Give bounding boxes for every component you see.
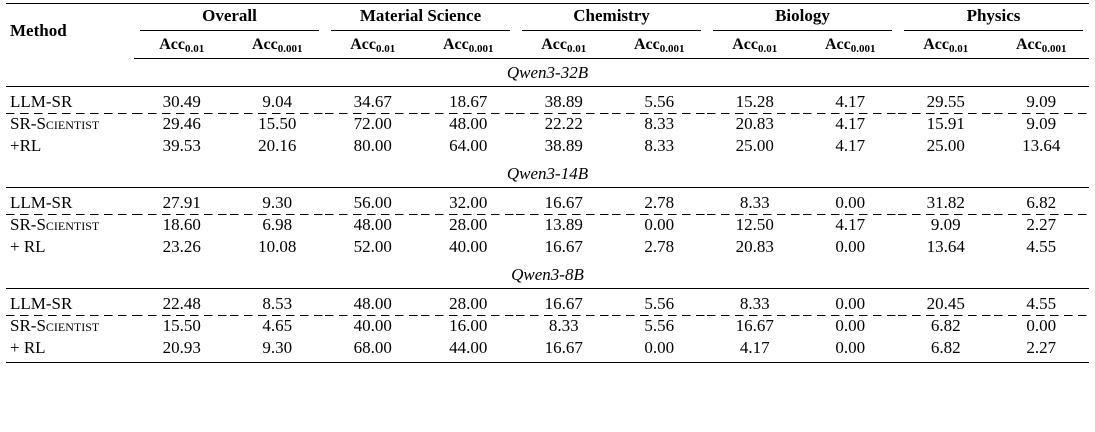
metric-base: Acc <box>824 35 851 53</box>
table-cell: 29.55 <box>926 92 965 111</box>
table-cell: 28.00 <box>421 214 517 236</box>
table-cell: 20.93 <box>134 337 230 363</box>
table-cell: 31.82 <box>926 193 965 212</box>
group-header <box>134 4 325 33</box>
metric-subscript: 0.01 <box>567 42 587 55</box>
table-cell: 4.17 <box>803 214 899 236</box>
table-row <box>6 188 1089 215</box>
table-cell: 22.48 <box>162 294 201 313</box>
table-row <box>6 135 1089 160</box>
section-header <box>6 59 1089 87</box>
table-cell: 9.09 <box>898 214 994 236</box>
table-cell: 2.78 <box>644 193 675 212</box>
metric-header <box>898 32 994 59</box>
group-header <box>707 4 898 33</box>
table-cell: 8.33 <box>612 113 708 135</box>
header-row-groups <box>6 4 1089 33</box>
table-row <box>6 236 1089 261</box>
metric-header <box>325 32 421 59</box>
method-name: SR-Scientist <box>6 315 134 337</box>
table-cell: 20.16 <box>258 136 297 155</box>
table-cell: 8.33 <box>739 193 770 212</box>
table-cell: 4.65 <box>230 315 326 337</box>
section-title: Qwen3-32B <box>6 59 1089 87</box>
table-cell: 8.33 <box>739 294 770 313</box>
method-name: LLM-SR <box>10 294 73 313</box>
table-cell: 0.00 <box>835 294 866 313</box>
table-cell: 6.82 <box>1026 193 1057 212</box>
metric-header <box>612 32 708 59</box>
table-cell: 4.17 <box>835 136 866 155</box>
table-cell: 13.89 <box>516 214 612 236</box>
metric-subscript: 0.01 <box>949 42 969 55</box>
metric-base: Acc <box>923 35 949 53</box>
table-cell: 16.00 <box>421 315 517 337</box>
section-header <box>6 160 1089 188</box>
table-cell: 20.83 <box>735 237 774 256</box>
table-cell: 16.67 <box>707 315 803 337</box>
method-name: + RL <box>10 237 46 256</box>
table-cell: 4.55 <box>1026 294 1057 313</box>
table-cell: 28.00 <box>449 294 488 313</box>
table-cell: 30.49 <box>162 92 201 111</box>
metric-base: Acc <box>251 35 278 53</box>
group-chemistry: Chemistry <box>522 6 701 31</box>
table-cell: 68.00 <box>325 337 421 363</box>
group-biology: Biology <box>713 6 892 31</box>
table-cell: 29.46 <box>134 113 230 135</box>
table-cell: 0.00 <box>803 337 899 363</box>
metric-subscript: 0.01 <box>758 42 778 55</box>
table-cell: 9.09 <box>994 113 1090 135</box>
table-cell: 10.08 <box>258 237 297 256</box>
table-cell: 6.82 <box>898 315 994 337</box>
method-name: LLM-SR <box>10 92 73 111</box>
table-cell: 9.30 <box>262 193 293 212</box>
table-cell: 20.83 <box>707 113 803 135</box>
table-cell: 27.91 <box>162 193 201 212</box>
table-cell: 18.60 <box>134 214 230 236</box>
header-row-metrics <box>6 32 1089 59</box>
table-cell: 0.00 <box>835 193 866 212</box>
table-cell: 18.67 <box>449 92 488 111</box>
table-cell: 2.78 <box>644 237 675 256</box>
table-row <box>6 289 1089 316</box>
table-cell: 6.98 <box>230 214 326 236</box>
metric-subscript: 0.001 <box>468 42 494 55</box>
metric-base: Acc <box>633 35 660 53</box>
results-table <box>6 3 1089 363</box>
metric-subscript: 0.001 <box>1041 42 1067 55</box>
table-cell: 44.00 <box>421 337 517 363</box>
table-cell: 8.33 <box>644 136 675 155</box>
table-cell: 15.28 <box>735 92 774 111</box>
table-cell: 25.00 <box>735 136 774 155</box>
table-row <box>6 113 1089 135</box>
metric-subscript: 0.01 <box>376 42 396 55</box>
section-header <box>6 261 1089 289</box>
table-row <box>6 214 1089 236</box>
table-cell: 5.56 <box>644 92 675 111</box>
group-header <box>516 4 707 33</box>
table-cell: 0.00 <box>994 315 1090 337</box>
table-row <box>6 87 1089 114</box>
method-header: Method <box>6 4 134 59</box>
table-cell: 40.00 <box>449 237 488 256</box>
table-cell: 2.27 <box>994 214 1090 236</box>
metric-base: Acc <box>732 35 758 53</box>
table-cell: 2.27 <box>994 337 1090 363</box>
table-cell: 56.00 <box>353 193 392 212</box>
method-name: SR-Scientist <box>6 113 134 135</box>
method-name: SR-Scientist <box>6 214 134 236</box>
metric-header <box>134 32 230 59</box>
table-cell: 64.00 <box>449 136 488 155</box>
metric-header <box>516 32 612 59</box>
table-cell: 0.00 <box>612 337 708 363</box>
table-cell: 15.50 <box>230 113 326 135</box>
table-cell: 38.89 <box>544 136 583 155</box>
metric-header <box>803 32 899 59</box>
metric-header <box>230 32 326 59</box>
metric-base: Acc <box>541 35 567 53</box>
table-cell: 16.67 <box>544 294 583 313</box>
table-cell: 39.53 <box>162 136 201 155</box>
table-row <box>6 337 1089 363</box>
table-cell: 25.00 <box>926 136 965 155</box>
table-cell: 23.26 <box>162 237 201 256</box>
table-cell: 16.67 <box>516 337 612 363</box>
table-cell: 8.33 <box>516 315 612 337</box>
table-cell: 16.67 <box>544 193 583 212</box>
table-cell: 13.64 <box>926 237 965 256</box>
table-cell: 5.56 <box>644 294 675 313</box>
table-cell: 4.17 <box>835 92 866 111</box>
table-cell: 72.00 <box>325 113 421 135</box>
metric-subscript: 0.01 <box>185 42 205 55</box>
metric-base: Acc <box>1015 35 1042 53</box>
metric-header <box>707 32 803 59</box>
table-cell: 0.00 <box>612 214 708 236</box>
section-title: Qwen3-8B <box>6 261 1089 289</box>
metric-base: Acc <box>350 35 376 53</box>
table-cell: 48.00 <box>353 294 392 313</box>
method-name: +RL <box>10 136 42 155</box>
metric-header <box>994 32 1090 59</box>
table-cell: 4.55 <box>1026 237 1057 256</box>
table-cell: 40.00 <box>325 315 421 337</box>
metric-subscript: 0.001 <box>659 42 685 55</box>
table-cell: 80.00 <box>353 136 392 155</box>
table-cell: 32.00 <box>449 193 488 212</box>
table-cell: 12.50 <box>707 214 803 236</box>
table-cell: 0.00 <box>803 315 899 337</box>
section-title: Qwen3-14B <box>6 160 1089 188</box>
group-overall: Overall <box>140 6 319 31</box>
table-cell: 38.89 <box>544 92 583 111</box>
metric-base: Acc <box>442 35 469 53</box>
table-cell: 48.00 <box>325 214 421 236</box>
table-cell: 4.17 <box>803 113 899 135</box>
table-cell: 13.64 <box>1022 136 1061 155</box>
table-cell: 52.00 <box>353 237 392 256</box>
method-name: LLM-SR <box>10 193 73 212</box>
table-cell: 22.22 <box>516 113 612 135</box>
group-physics: Physics <box>904 6 1083 31</box>
table-cell: 16.67 <box>544 237 583 256</box>
metric-header <box>421 32 517 59</box>
table-cell: 6.82 <box>898 337 994 363</box>
table-cell: 20.45 <box>926 294 965 313</box>
table-cell: 15.91 <box>898 113 994 135</box>
group-header <box>325 4 516 33</box>
metric-base: Acc <box>159 35 185 53</box>
metric-subscript: 0.001 <box>277 42 303 55</box>
group-material-science: Material Science <box>331 6 510 31</box>
table-cell: 9.04 <box>262 92 293 111</box>
table-cell: 4.17 <box>707 337 803 363</box>
table-cell: 8.53 <box>262 294 293 313</box>
metric-subscript: 0.001 <box>850 42 876 55</box>
method-name: + RL <box>6 337 134 363</box>
table-row <box>6 315 1089 337</box>
table-cell: 9.30 <box>230 337 326 363</box>
table-cell: 5.56 <box>612 315 708 337</box>
table-cell: 9.09 <box>1026 92 1057 111</box>
table-cell: 34.67 <box>353 92 392 111</box>
group-header <box>898 4 1089 33</box>
table-cell: 15.50 <box>134 315 230 337</box>
table-cell: 48.00 <box>421 113 517 135</box>
table-cell: 0.00 <box>835 237 866 256</box>
